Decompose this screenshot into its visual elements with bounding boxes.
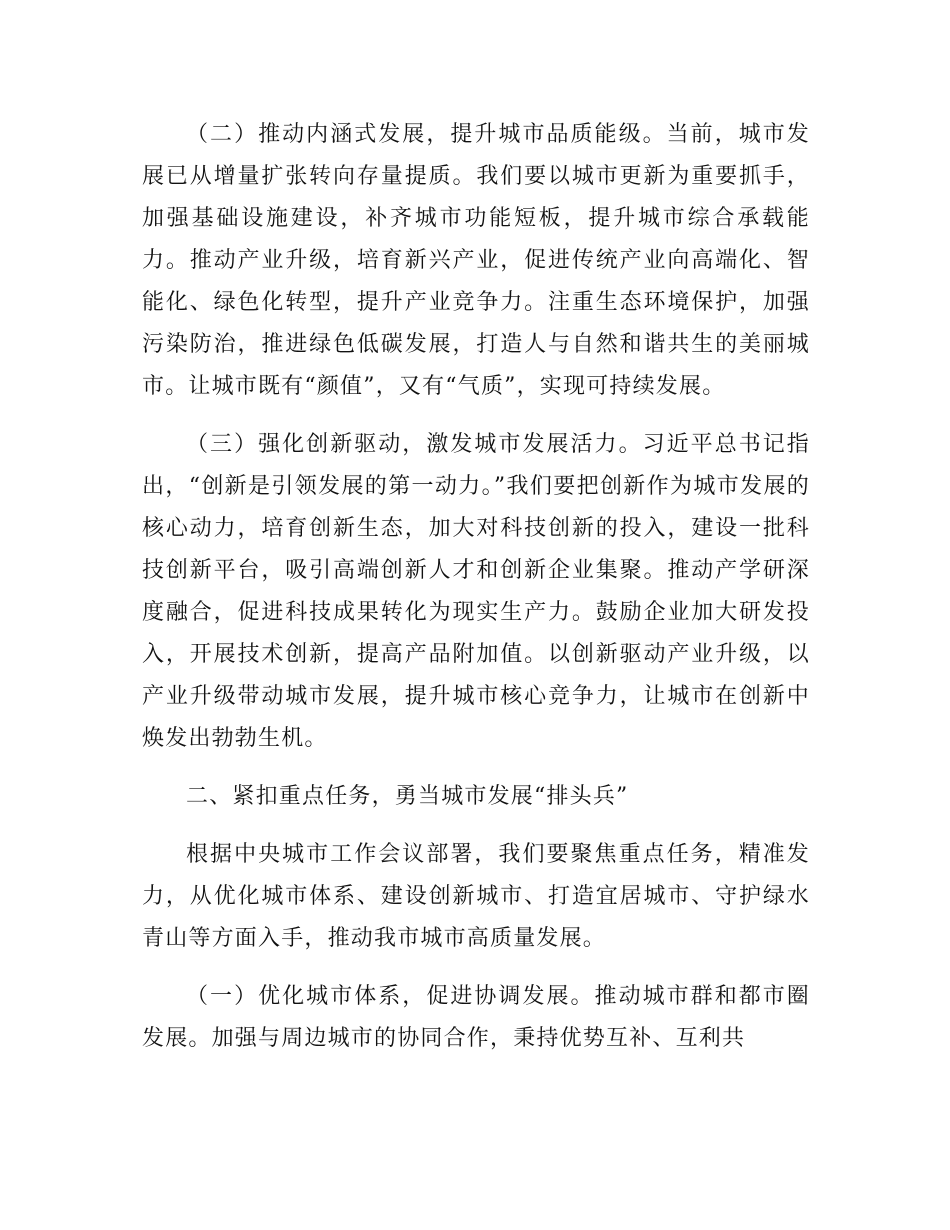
section-heading-key-tasks: 二、紧扣重点任务，勇当城市发展“排头兵” bbox=[186, 784, 629, 809]
paragraph-key-tasks-intro: 根据中央城市工作会议部署，我们要聚焦重点任务，精准发力，从优化城市体系、建设创新城市、打造宜居城市、守护绿水青山等方面入手，推动我市城市高质量发展。 bbox=[142, 842, 810, 951]
document-body bbox=[142, 114, 810, 1076]
paragraph-improve-city-quality: （二）推动内涵式发展，提升城市品质能级。当前，城市发展已从增量扩张转向存量提质。我们要以城市更新为重要抓手，加强基础设施建设，补齐城市功能短板，提升城市综合承载能力。推动产业升级，培育新兴产业，促进传统产业向高端化、智能化、绿色化转型，提升产业竞争力。注重生态环境保护，加强污染防治，推进绿色低碳发展，打造人与自然和谐共生的美丽城市。让城市既有“颜值”，又有“气质”，实现可持续发展。 bbox=[142, 122, 810, 399]
paragraph-optimize-city-system: （一）优化城市体系，促进协调发展。推动城市群和都市圈发展。加强与周边城市的协同合作，秉持优势互补、互利共 bbox=[142, 984, 810, 1051]
paragraph-innovation-driven: （三）强化创新驱动，激发城市发展活力。习近平总书记指出，“创新是引领发展的第一动力。”我们要把创新作为城市发展的核心动力，培育创新生态，加大对科技创新的投入，建设一批科技创新平台，吸引高端创新人才和创新企业集聚。推动产学研深度融合，促进科技成果转化为现实生产力。鼓励企业加大研发投入，开展技术创新，提高产品附加值。以创新驱动产业升级，以产业升级带动城市发展，提升城市核心竞争力，让城市在创新中焕发出勃勃生机。 bbox=[142, 432, 810, 751]
